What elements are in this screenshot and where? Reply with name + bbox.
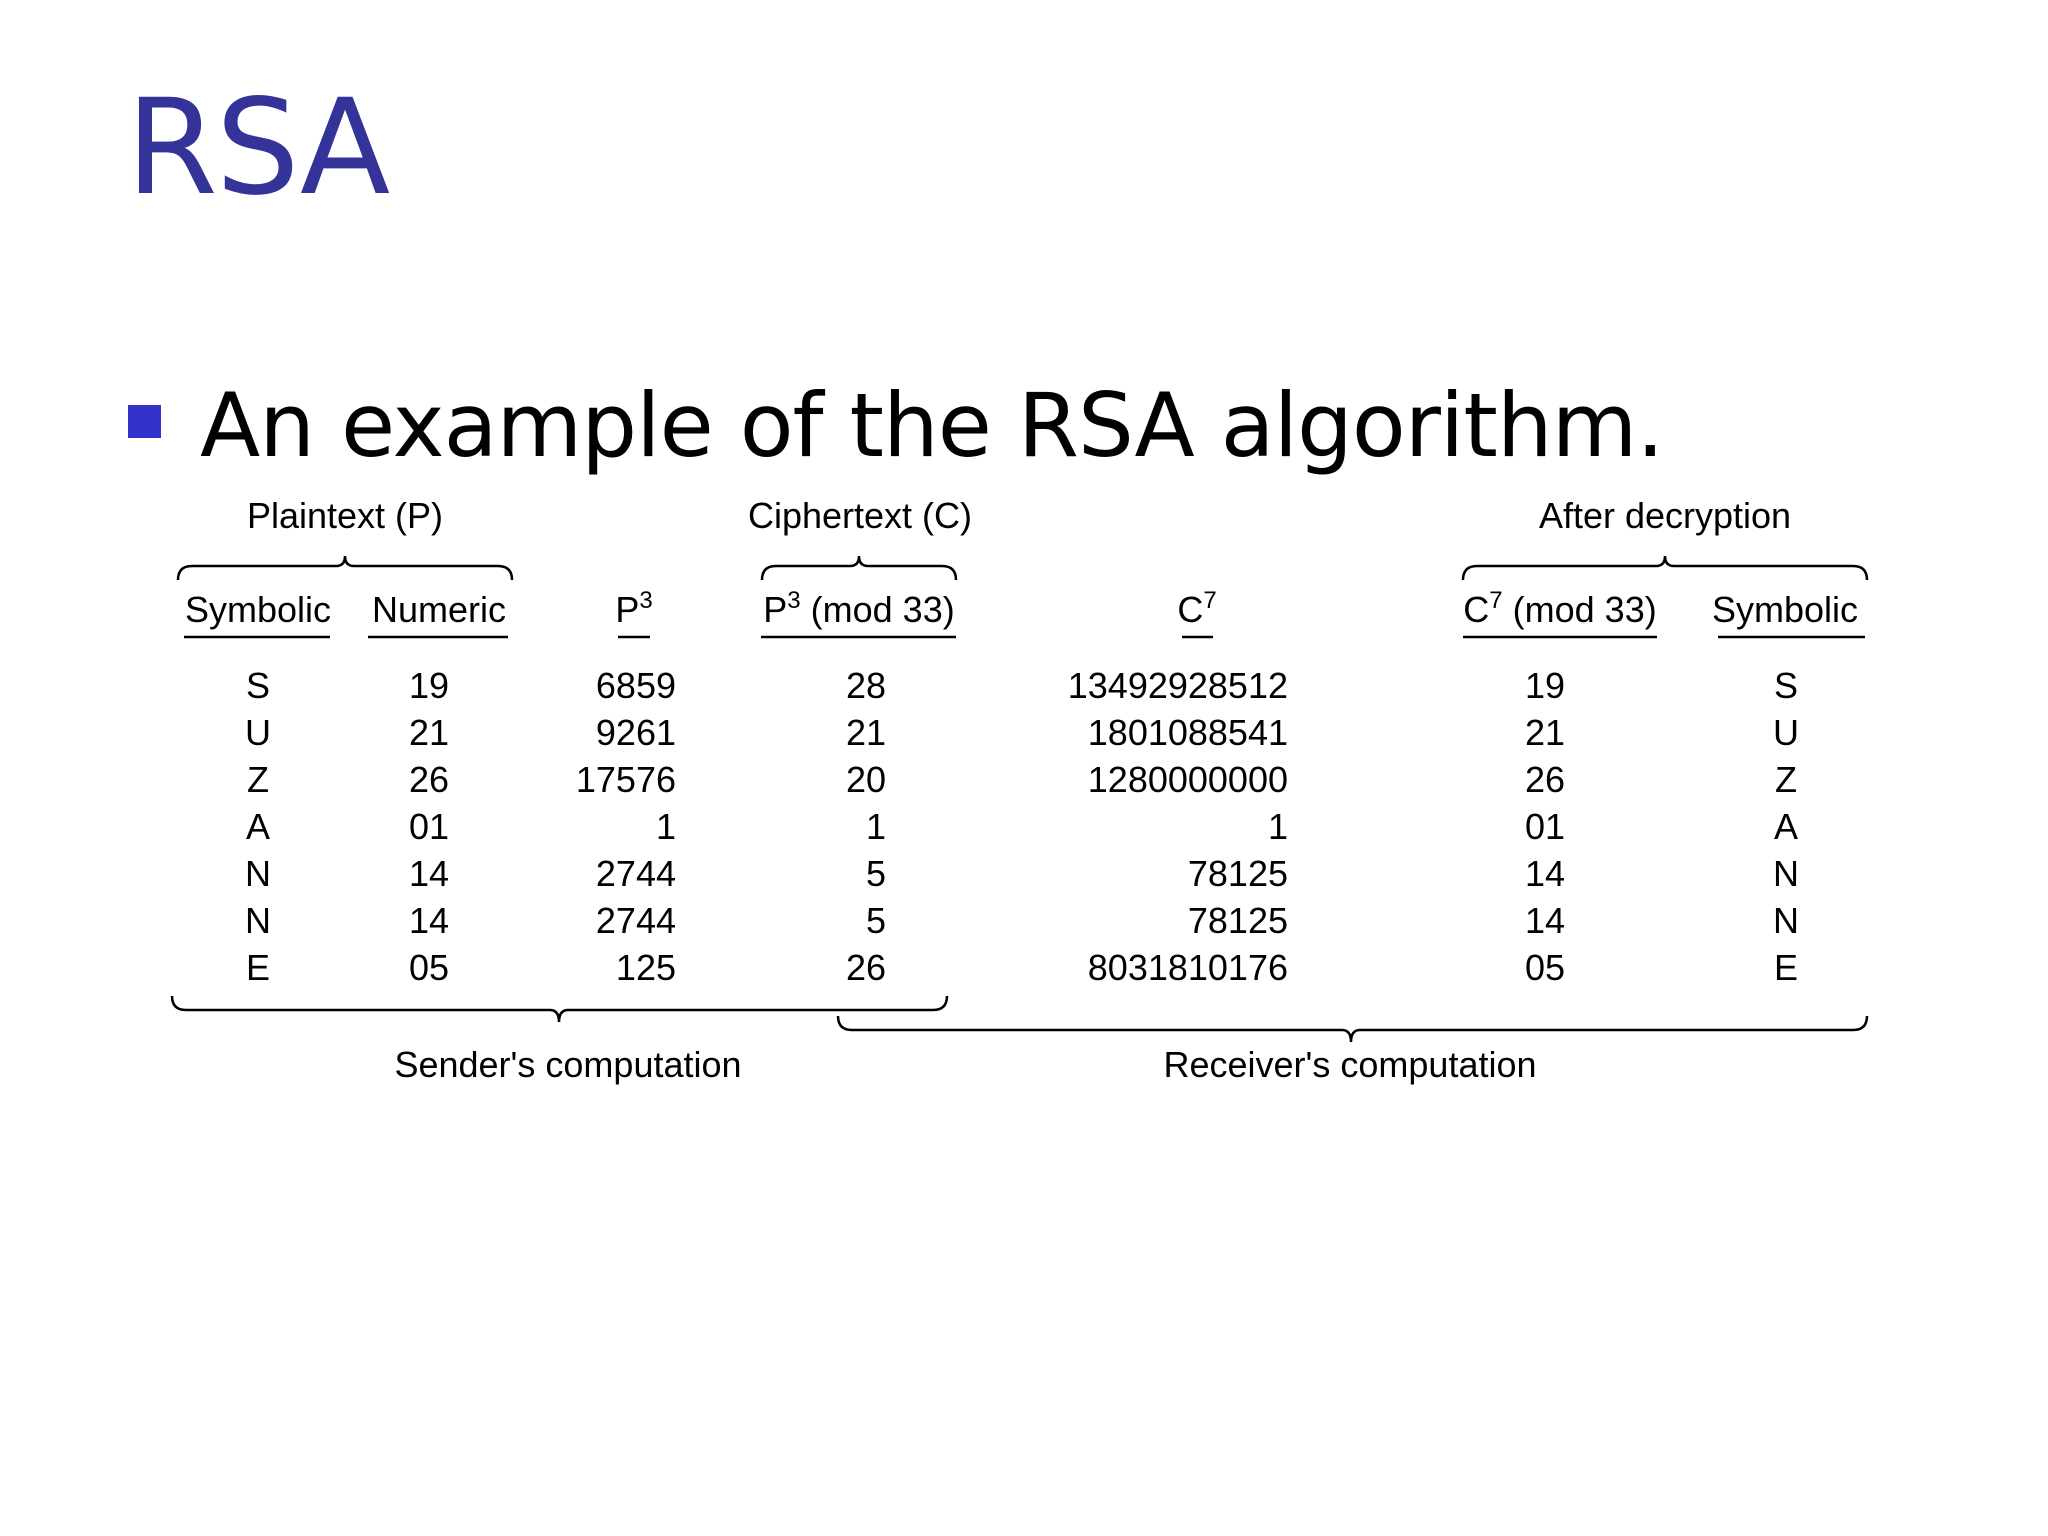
cell-symbolic: U (245, 712, 271, 753)
sender-brace (172, 996, 947, 1022)
cell-numeric: 05 (408, 947, 450, 988)
cell-symbolic: N (245, 853, 271, 894)
plaintext-label: Plaintext (P) (246, 495, 444, 536)
cell-symbolic: N (245, 900, 271, 941)
cell-c7: 1280000000 (1087, 759, 1288, 800)
cell-c7mod: 14 (1524, 853, 1566, 894)
after-decryption-label: After decryption (1538, 495, 1792, 536)
cell-c7: 78125 (1187, 900, 1288, 941)
cell-c7: 78125 (1187, 853, 1288, 894)
bullet-text: An example of the RSA algorithm. (200, 374, 1664, 477)
cell-p3mod: 5 (865, 853, 886, 894)
cell-p3: 125 (615, 947, 676, 988)
cell-symbolic-out: N (1773, 853, 1799, 894)
cell-symbolic-out: S (1773, 665, 1799, 706)
cell-numeric: 26 (408, 759, 450, 800)
cell-p3mod: 1 (865, 806, 886, 847)
cell-numeric: 01 (408, 806, 450, 847)
cell-c7mod: 26 (1524, 759, 1566, 800)
cell-symbolic-out: N (1773, 900, 1799, 941)
cell-c7mod: 19 (1524, 665, 1566, 706)
receiver-computation-label: Receiver's computation (1163, 1044, 1537, 1085)
cell-p3mod: 26 (845, 947, 886, 988)
after-decryption-brace (1463, 556, 1867, 580)
plaintext-brace (178, 556, 512, 580)
header-p-cubed: $P^3$ (615, 587, 653, 630)
header-c-seventh: $C^7$ (1177, 587, 1217, 630)
header-numeric: Numeric (371, 589, 507, 630)
cell-p3mod: 20 (845, 759, 886, 800)
cell-p3: 2744 (595, 853, 676, 894)
cell-symbolic: A (245, 806, 271, 847)
header-c-seventh-mod: $C^7$ (mod 33) (1463, 587, 1657, 630)
cell-numeric: 21 (408, 712, 450, 753)
cell-c7mod: 21 (1524, 712, 1566, 753)
cell-p3: 17576 (575, 759, 676, 800)
cell-p3: 1 (655, 806, 676, 847)
cell-symbolic: S (245, 665, 271, 706)
cell-symbolic-out: Z (1775, 759, 1797, 800)
receiver-brace (838, 1016, 1867, 1042)
cell-c7: 8031810176 (1087, 947, 1288, 988)
cell-p3: 6859 (595, 665, 676, 706)
cell-c7: 1801088541 (1087, 712, 1288, 753)
cell-c7: 13492928512 (1067, 665, 1288, 706)
cell-p3: 9261 (595, 712, 676, 753)
cell-c7mod: 05 (1524, 947, 1566, 988)
cell-numeric: 14 (408, 853, 450, 894)
cell-p3mod: 21 (845, 712, 886, 753)
header-symbolic: Symbolic (184, 589, 332, 630)
ciphertext-label: Ciphertext (C) (747, 495, 973, 536)
ciphertext-brace (762, 556, 956, 580)
cell-c7mod: 01 (1524, 806, 1566, 847)
cell-p3mod: 5 (865, 900, 886, 941)
header-p-cubed-mod: $P^3$ (mod 33) (763, 587, 955, 630)
cell-symbolic-out: E (1773, 947, 1799, 988)
cell-symbolic-out: A (1773, 806, 1799, 847)
cell-c7: 1 (1267, 806, 1288, 847)
cell-c7mod: 14 (1524, 900, 1566, 941)
slide-title: RSA (126, 71, 389, 225)
header-symbolic-out: Symbolic (1711, 589, 1859, 630)
sender-computation-label: Sender's computation (394, 1044, 742, 1085)
cell-p3mod: 28 (845, 665, 886, 706)
cell-numeric: 19 (408, 665, 450, 706)
cell-symbolic-out: U (1773, 712, 1799, 753)
cell-numeric: 14 (408, 900, 450, 941)
cell-symbolic: E (245, 947, 271, 988)
cell-symbolic: Z (247, 759, 269, 800)
cell-p3: 2744 (595, 900, 676, 941)
